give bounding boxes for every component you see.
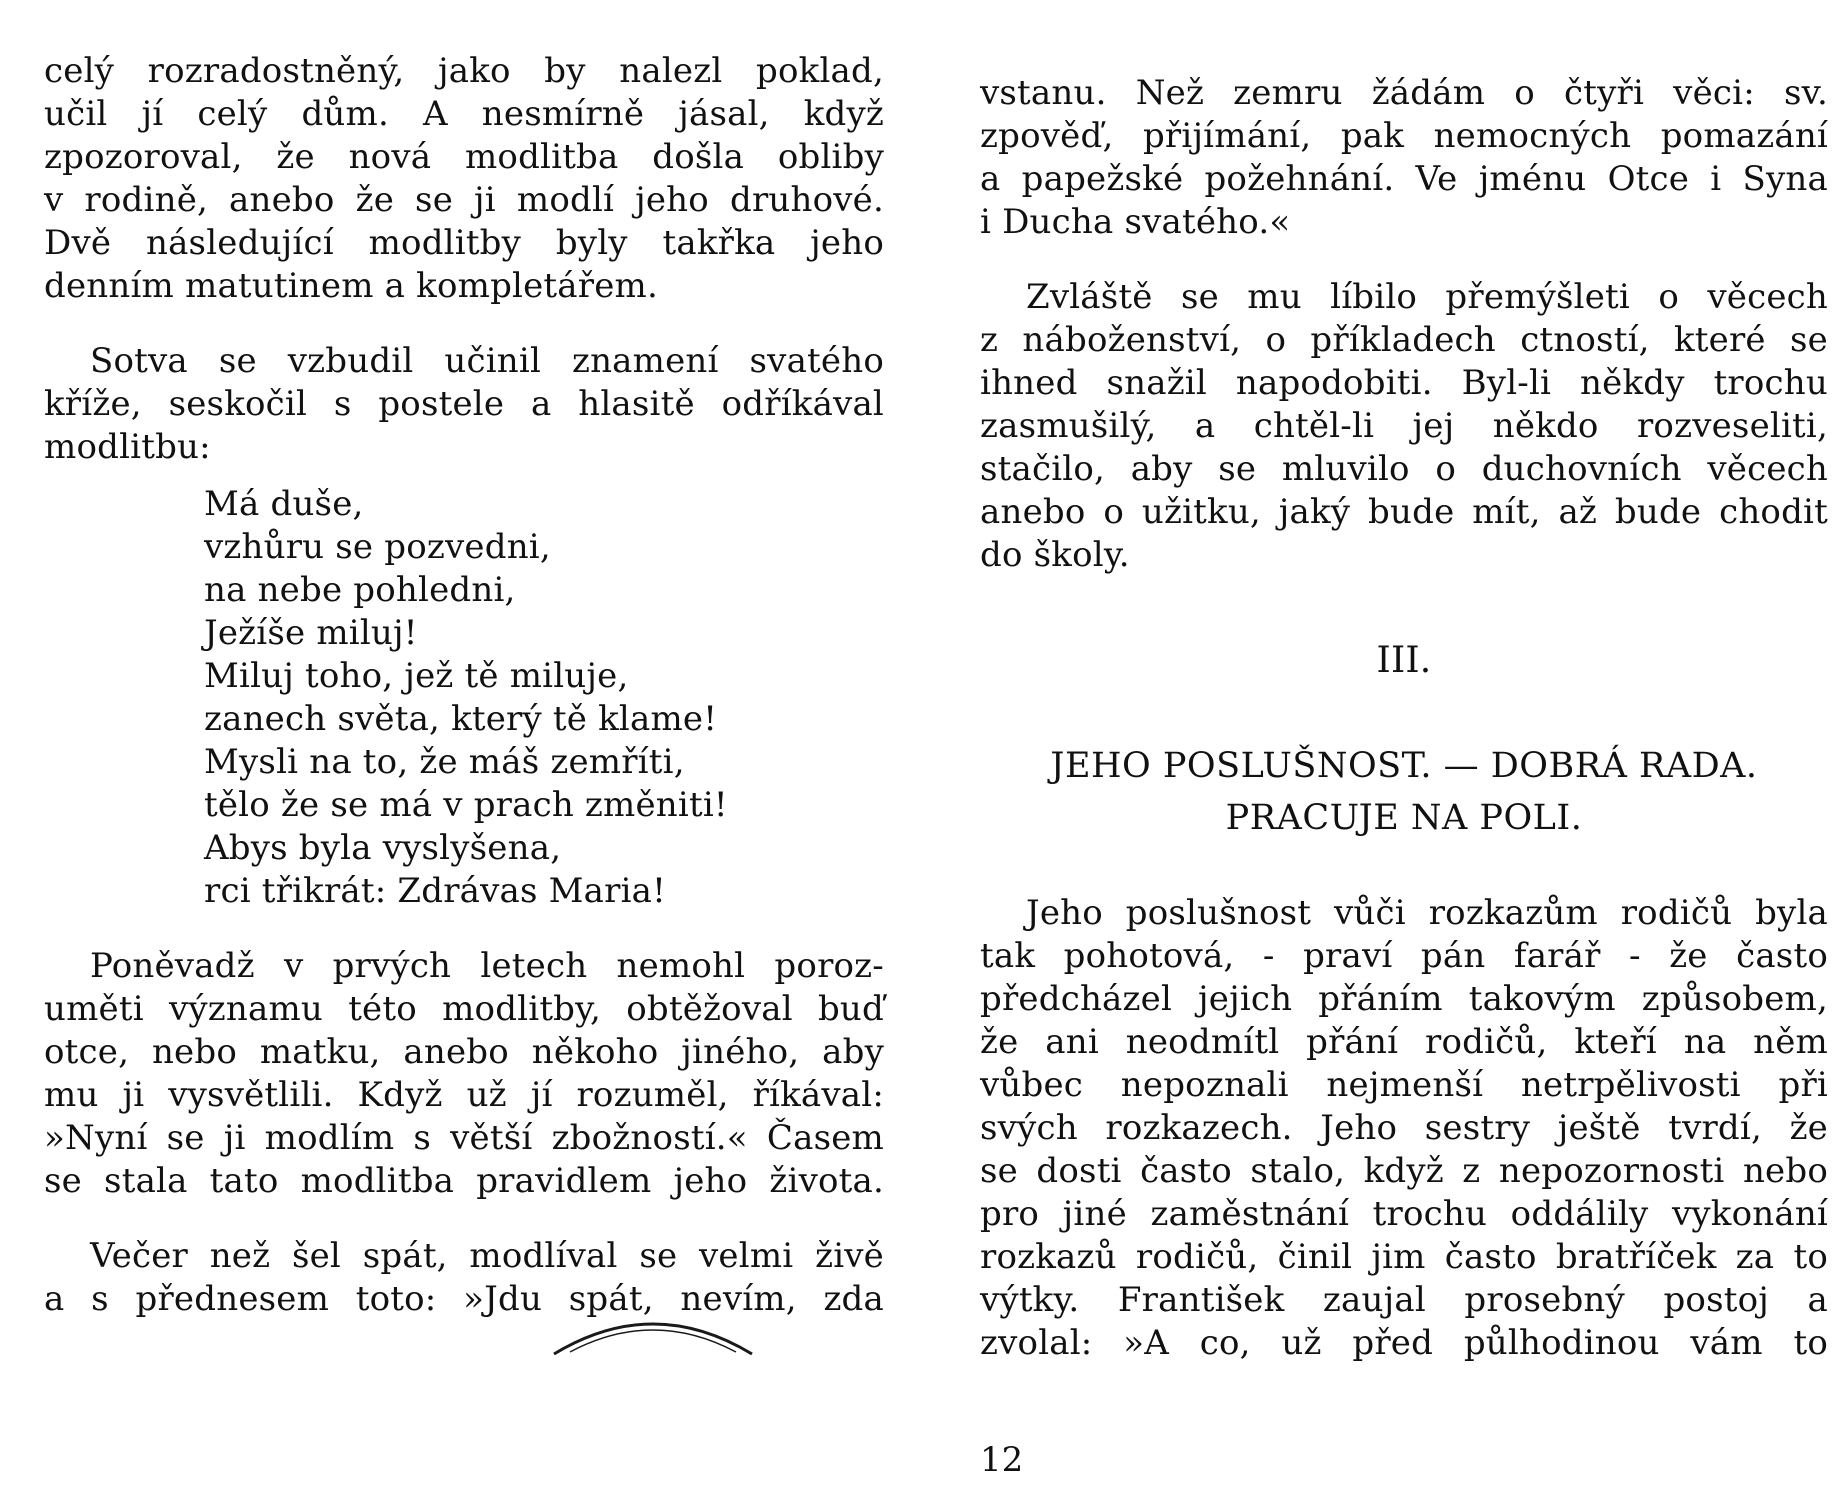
text-line: tak pohotová, - praví pán farář - že často <box>980 936 1828 976</box>
text-line: anebo o užitku, jaký bude mít, až bude chodit <box>980 492 1828 532</box>
left-paragraph-1 <box>44 50 884 308</box>
verse-line: vzhůru se pozvedni, <box>204 527 551 567</box>
text-line: »Nyní se ji modlím s větší zbožností.« Časem <box>44 1118 884 1158</box>
text-line: zpověď, přijímání, pak nemocných pomazání <box>980 116 1828 156</box>
text-line: zasmušilý, a chtěl-li jej někdo rozveseliti, <box>980 406 1828 446</box>
right-paragraph-2 <box>980 276 1828 577</box>
text-line: výtky. František zaujal prosebný postoj a <box>980 1280 1828 1320</box>
text-line: Sotva se vzbudil učinil znamení svatého <box>90 341 884 381</box>
verse-line: Abys byla vyslyšena, <box>204 828 562 868</box>
text-line: celý rozradostněný, jako by nalezl poklad, <box>44 51 884 91</box>
text-line: se dosti často stalo, když z nepozornosti nebo <box>980 1151 1828 1191</box>
verse-line: na nebe pohledni, <box>204 570 516 610</box>
text-line: a s přednesem toto: »Jdu spát, nevím, zda <box>44 1279 884 1319</box>
text-line: kříže, seskočil s postele a hlasitě odříkával <box>44 384 884 424</box>
text-line: ihned snažil napodobiti. Byl-li někdy trochu <box>980 363 1828 403</box>
chapter-title-line: PRACUJE NA POLI. <box>1225 798 1583 838</box>
verse-line: Miluj toho, jež tě miluje, <box>204 656 629 696</box>
text-line: učil jí celý dům. A nesmírně jásal, když <box>44 94 884 134</box>
text-line: zpozoroval, že nová modlitba došla obliby <box>44 137 884 177</box>
text-line: předcházel jejich přáním takovým způsobem, <box>980 979 1828 1019</box>
text-line: vůbec nepoznali nejmenší netrpělivosti při <box>980 1065 1828 1105</box>
text-line: do školy. <box>980 535 1130 575</box>
right-paragraph-1 <box>980 72 1828 244</box>
verse-line: Ježíše miluj! <box>204 613 418 653</box>
text-line: a papežské požehnání. Ve jménu Otce i Syna <box>980 159 1828 199</box>
text-line: že ani neodmítl přání rodičů, kteří na něm <box>980 1022 1828 1062</box>
text-line: svých rozkazech. Jeho sestry ještě tvrdí, že <box>980 1108 1828 1148</box>
chapter-title <box>980 740 1828 844</box>
text-line: z náboženství, o příkladech ctností, které se <box>980 320 1828 360</box>
text-line: pro jiné zaměstnání trochu oddálily vykonání <box>980 1194 1828 1234</box>
right-text-column <box>980 72 1828 1365</box>
verse-line: Má duše, <box>204 484 364 524</box>
left-paragraph-4 <box>44 1235 884 1321</box>
right-paragraph-3 <box>980 892 1828 1365</box>
text-line: Jeho poslušnost vůči rozkazům rodičů byla <box>1026 893 1828 933</box>
left-page <box>0 0 890 1500</box>
prayer-verse <box>44 483 884 913</box>
text-line: modlitbu: <box>44 427 211 467</box>
text-line: stačilo, aby se mluvilo o duchovních věcech <box>980 449 1828 489</box>
library-stamp-mark <box>548 1302 758 1360</box>
text-line: mu ji vysvětlili. Když už jí rozuměl, říkával: <box>44 1075 884 1115</box>
text-line: i Ducha svatého.« <box>980 202 1291 242</box>
text-line: denním matutinem a kompletářem. <box>44 266 658 306</box>
verse-line: tělo že se má v prach změniti! <box>204 785 728 825</box>
text-line: Večer než šel spát, modlíval se velmi živě <box>90 1236 884 1276</box>
text-line: uměti významu této modlitby, obtěžoval buď <box>44 989 884 1029</box>
text-line: Poněvadž v prvých letech nemohl poroz- <box>90 946 884 986</box>
left-text-column <box>44 50 884 1321</box>
verse-line: Mysli na to, že máš zemříti, <box>204 742 685 782</box>
right-page <box>950 0 1840 1500</box>
text-line: se stala tato modlitba pravidlem jeho života. <box>44 1161 884 1201</box>
text-line: vstanu. Než zemru žádám o čtyři věci: sv. <box>980 73 1828 113</box>
verse-line: rci třikrát: Zdrávas Maria! <box>204 871 667 911</box>
text-line: rozkazů rodičů, činil jim často bratříček za to <box>980 1237 1828 1277</box>
chapter-title-line: JEHO POSLUŠNOST. — DOBRÁ RADA. <box>1050 746 1758 786</box>
text-line: Zvláště se mu líbilo přemýšleti o věcech <box>1026 277 1828 317</box>
chapter-number: III. <box>1376 640 1432 681</box>
text-line: v rodině, anebo že se ji modlí jeho druhové. <box>44 180 884 220</box>
text-line: Dvě následující modlitby byly takřka jeho <box>44 223 884 263</box>
left-paragraph-2 <box>44 340 884 469</box>
page-number: 12 <box>980 1440 1024 1480</box>
text-line: zvolal: »A co, už před půlhodinou vám to <box>980 1323 1828 1363</box>
left-paragraph-3 <box>44 945 884 1203</box>
verse-line: zanech světa, který tě klame! <box>204 699 718 739</box>
text-line: otce, nebo matku, anebo někoho jiného, aby <box>44 1032 884 1072</box>
